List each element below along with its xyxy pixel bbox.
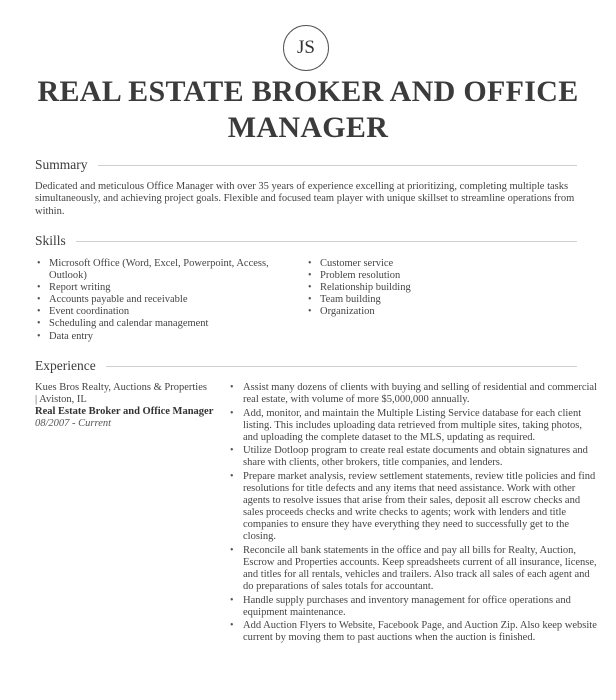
job-bullet: • Utilize Dotloop program to create real estate documents and obtain signatures and share with clients, other brokers, title companies, and lenders. xyxy=(228,445,598,469)
skill-item: • Customer service xyxy=(306,258,566,270)
summary-section-header xyxy=(35,157,577,173)
summary-heading: Summary xyxy=(35,157,88,172)
job-bullet: • Prepare market analysis, review settlement statements, review title policies and find resolutions for title defects and any items that need assistance. Work with other agents to resolve issues that arise from their sales, deposit all escrow checks and sales proceeds checks and write checks to agents; work with lenders and title companies to ensure they have everything they need to successfully get to the closing. xyxy=(228,471,598,544)
skill-item: • Problem resolution xyxy=(306,270,566,282)
title-line-1: REAL ESTATE BROKER AND OFFICE xyxy=(37,75,579,108)
job-bullet: • Assist many dozens of clients with buying and selling of residential and commercial real estate, with volume of more $5,000,000 annually. xyxy=(228,382,598,406)
skill-item: • Event coordination xyxy=(35,306,300,318)
experience-section-header xyxy=(35,358,577,374)
job-company: Kues Bros Realty, Auctions & Properties xyxy=(35,382,207,393)
job-bullet: • Add Auction Flyers to Website, Facebook Page, and Auction Zip. Also keep website current by moving them to past auctions when the auction is finished. xyxy=(228,620,598,644)
summary-text: Dedicated and meticulous Office Manager with over 35 years of experience excelling at prioritizing, completing multiple tasks simultaneously, and achieving project goals. Flexible and focused team player with unique skillset to streamline operations from within. xyxy=(35,181,575,217)
skills-section-header xyxy=(35,233,577,249)
monogram-badge xyxy=(283,25,329,71)
section-divider xyxy=(76,241,577,242)
job-meta xyxy=(35,382,235,430)
skill-item: • Microsoft Office (Word, Excel, Powerpoint, Access, Outlook) xyxy=(35,258,300,282)
section-divider xyxy=(98,165,578,166)
skill-item: • Accounts payable and receivable xyxy=(35,294,300,306)
skill-item: • Team building xyxy=(306,294,566,306)
job-location: | Aviston, IL xyxy=(35,394,87,406)
section-divider xyxy=(106,366,577,367)
job-bullet: • Reconcile all bank statements in the office and pay all bills for Realty, Auction, Escrow and Properties accounts. Keep spreadsheets current of all insurance, license, and titles for all rentals, vehicles and trailers. Also track all sales of each agent and do preparations of sales totals for accountant. xyxy=(228,545,598,593)
experience-heading: Experience xyxy=(35,358,96,373)
job-dates: 08/2007 - Current xyxy=(35,418,112,430)
skill-item: • Report writing xyxy=(35,282,300,294)
skill-item: • Organization xyxy=(306,306,566,318)
skill-item: • Scheduling and calendar management xyxy=(35,318,300,330)
skills-heading: Skills xyxy=(35,233,66,248)
skill-item: • Data entry xyxy=(35,331,300,343)
job-bullet: • Add, monitor, and maintain the Multiple Listing Service database for each client listing. This includes uploading data retrieved from multiple sites, taking photos, and uploading the complete dataset to the MLS, updating as required. xyxy=(228,408,598,444)
job-bullet: • Handle supply purchases and inventory management for office operations and equipment maintenance. xyxy=(228,595,598,619)
title-line-2: MANAGER xyxy=(227,111,389,144)
skills-list-right xyxy=(306,258,566,318)
skills-list-left xyxy=(35,258,300,343)
skill-item: • Relationship building xyxy=(306,282,566,294)
job-role: Real Estate Broker and Office Manager xyxy=(35,406,214,418)
job-bullets xyxy=(228,382,598,646)
resume-title xyxy=(0,74,616,146)
monogram-initials: JS xyxy=(297,37,315,58)
